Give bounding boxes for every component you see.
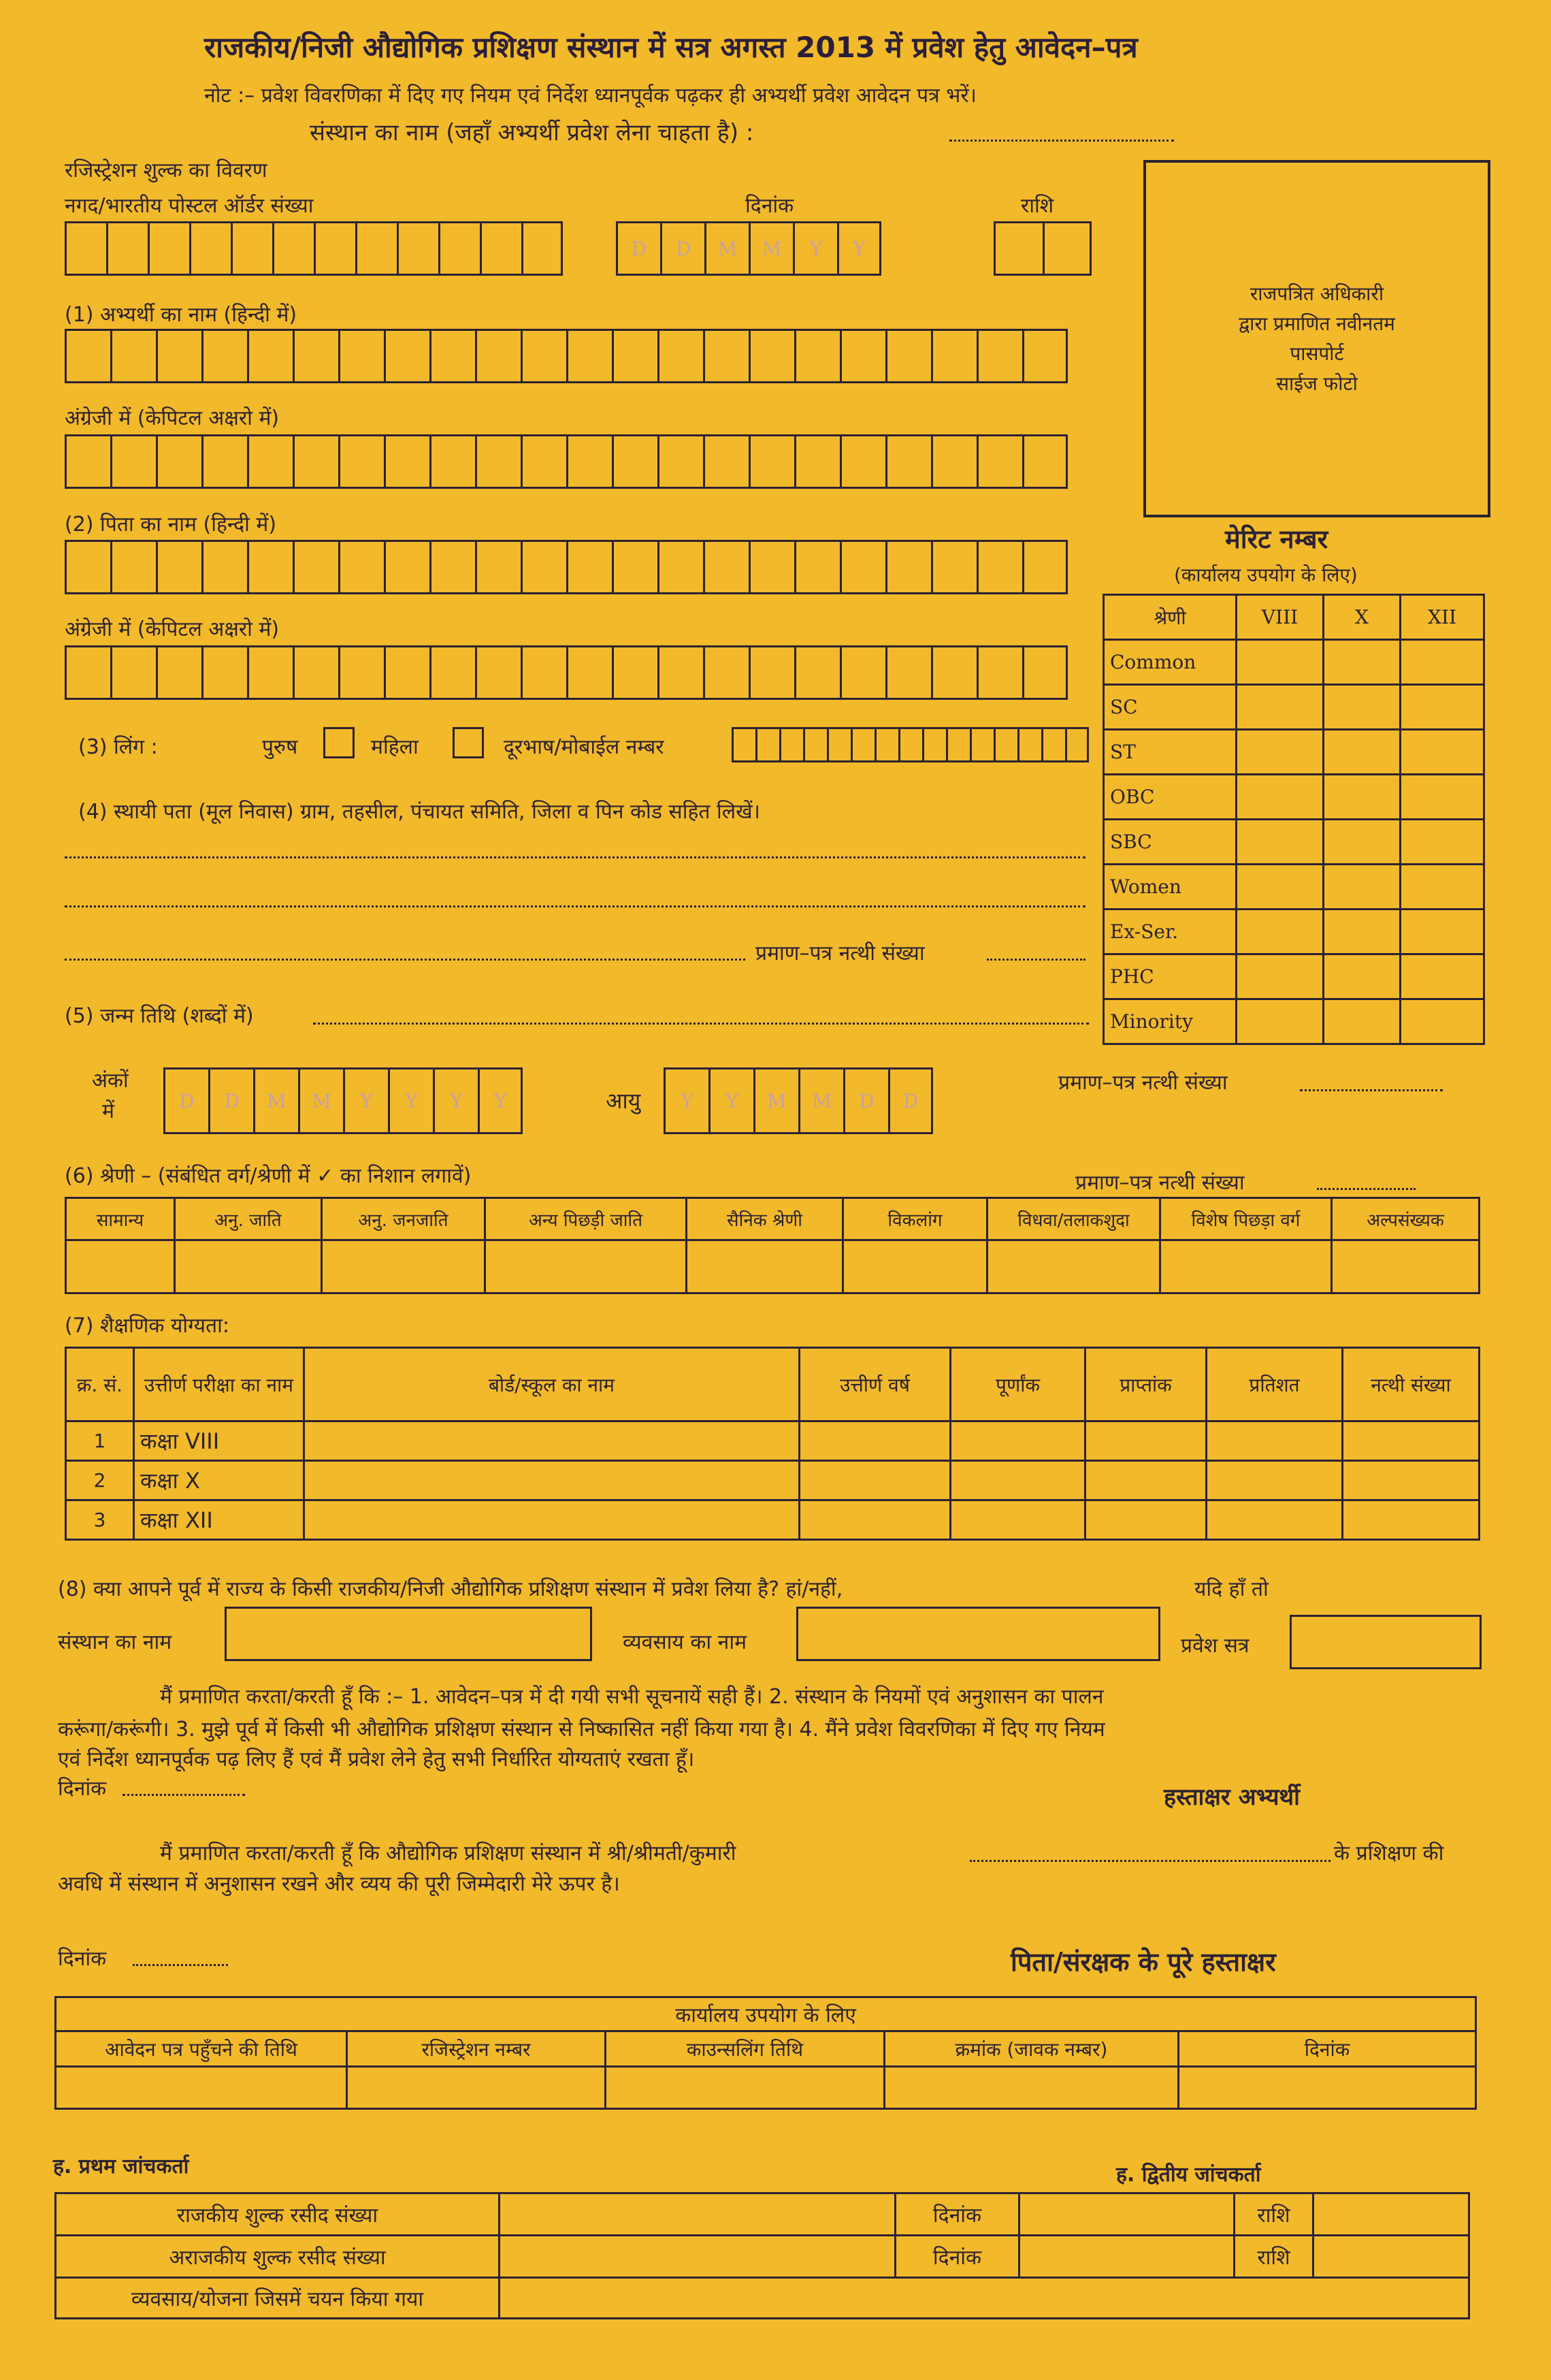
- dob-digits-label-2: में: [102, 1099, 114, 1123]
- phone-label: दूरभाष/मोबाईल नम्बर: [504, 735, 664, 759]
- previous-trade-input[interactable]: [796, 1607, 1160, 1661]
- merit-subtitle: (कार्यालय उपयोग के लिए): [1174, 564, 1358, 586]
- guardian-signature-label: पिता/संरक्षक के पूरे हस्ताक्षर: [1011, 1947, 1276, 1977]
- previous-institute-input[interactable]: [225, 1607, 592, 1661]
- name-english-boxes[interactable]: [65, 434, 1068, 489]
- father-english-label: अंग्रेजी में (केपिटल अक्षरो में): [65, 617, 280, 641]
- institute-name-label: संस्थान का नाम (जहाँ अभ्यर्थी प्रवेश लेना चाहता है) :: [310, 119, 754, 146]
- address-certificate-field[interactable]: [987, 959, 1085, 961]
- dob-digit-boxes[interactable]: D D M M Y Y Y Y: [163, 1067, 523, 1134]
- guardian-name-field[interactable]: [970, 1860, 1330, 1862]
- father-hindi-boxes[interactable]: [65, 540, 1068, 594]
- registration-date-label: दिनांक: [745, 194, 794, 218]
- address-line-3[interactable]: [65, 959, 745, 961]
- merit-title: मेरिट नम्बर: [1225, 524, 1328, 554]
- previous-institute-label: संस्थान का नाम: [58, 1630, 172, 1654]
- previous-session-input[interactable]: [1290, 1615, 1482, 1669]
- female-label: महिला: [371, 735, 419, 759]
- guardian-line-2: अवधि में संस्थान में अनुशासन रखने और व्यय की पूरी जिम्मेदारी मेरे ऊपर है।: [58, 1872, 620, 1896]
- gender-label: (3) लिंग :: [78, 735, 158, 759]
- dob-words-label: (5) जन्म तिथि (शब्दों में): [65, 1004, 254, 1028]
- father-hindi-label: (2) पिता का नाम (हिन्दी में): [65, 513, 277, 536]
- category-label: (6) श्रेणी – (संबंधित वर्ग/श्रेणी में ✓ का निशान लगावें): [65, 1164, 472, 1188]
- address-line-2[interactable]: [65, 905, 1085, 907]
- postal-order-label: नगद/भारतीय पोस्टल ऑर्डर संख्या: [65, 194, 314, 218]
- declaration-date-field[interactable]: [123, 1794, 245, 1796]
- registration-amount-label: राशि: [1021, 194, 1054, 218]
- first-checker-label: ह. प्रथम जांचकर्ता: [53, 2155, 189, 2178]
- registration-date-boxes[interactable]: D D M M Y Y: [616, 221, 881, 276]
- address-label: (4) स्थायी पता (मूल निवास) ग्राम, तहसील, पंचायत समिति, जिला व पिन कोड सहित लिखें।: [78, 800, 761, 824]
- name-hindi-label: (1) अभ्यर्थी का नाम (हिन्दी में): [65, 303, 297, 327]
- declaration-date-label: दिनांक: [58, 1777, 107, 1801]
- category-cell[interactable]: [687, 1240, 843, 1293]
- previous-if-yes: यदि हाँ तो: [1194, 1577, 1269, 1601]
- category-cell[interactable]: [1160, 1240, 1332, 1293]
- address-line-1[interactable]: [65, 856, 1085, 858]
- education-table: क्र. सं. उत्तीर्ण परीक्षा का नाम बोर्ड/स्कूल का नाम उत्तीर्ण वर्ष पूर्णांक प्राप्तांक प्रतिशत नत्थी संख्या 1 कक्षा VIII 2 कक्षा X 3 कक्षा XII: [65, 1347, 1480, 1541]
- form-title: राजकीय/निजी औद्योगिक प्रशिक्षण संस्थान में सत्र अगस्त 2013 में प्रवेश हेतु आवेदन–पत्र: [204, 31, 1138, 64]
- dob-certificate-field[interactable]: [1300, 1089, 1443, 1091]
- name-english-label: अंग्रेजी में (केपिटल अक्षरो में): [65, 406, 280, 430]
- age-label: आयु: [606, 1088, 641, 1114]
- declaration-line-2: करूंगा/करूंगी। 3. मुझे पूर्व में किसी भी औद्योगिक प्रशिक्षण संस्थान से निष्कासित नहीं किया गया है। 4. मैंने प्रवेश विवरणिका में दिए गए नियम: [58, 1718, 1105, 1741]
- registration-amount-boxes[interactable]: [994, 221, 1092, 276]
- previous-session-label: प्रवेश सत्र: [1181, 1634, 1250, 1658]
- category-cell[interactable]: [66, 1240, 175, 1293]
- category-cell[interactable]: [1332, 1240, 1480, 1293]
- male-checkbox[interactable]: [323, 727, 355, 758]
- dob-digits-label-1: अंकों: [92, 1069, 129, 1093]
- age-boxes[interactable]: Y Y M M D D: [664, 1067, 933, 1134]
- postal-order-boxes[interactable]: [65, 221, 563, 276]
- registration-heading: रजिस्ट्रेशन शुल्क का विवरण: [65, 159, 267, 182]
- fees-table: राजकीय शुल्क रसीद संख्या दिनांक राशि अराजकीय शुल्क रसीद संख्या दिनांक राशि व्यवसाय/योजना जिसमें चयन किया गया: [54, 2192, 1470, 2319]
- female-checkbox[interactable]: [453, 727, 484, 758]
- phone-boxes[interactable]: [732, 727, 1089, 762]
- category-certificate-field[interactable]: [1317, 1188, 1416, 1190]
- guardian-line-1: मैं प्रमाणित करता/करती हूँ कि औद्योगिक प्रशिक्षण संस्थान में श्री/श्रीमती/कुमारी: [160, 1842, 736, 1865]
- category-cell[interactable]: [987, 1240, 1160, 1293]
- category-certificate-label: प्रमाण–पत्र नत्थी संख्या: [1075, 1171, 1245, 1195]
- previous-question: (8) क्या आपने पूर्व में राज्य के किसी राजकीय/निजी औद्योगिक प्रशिक्षण संस्थान में प्रवेश लिया है? हां/नहीं,: [58, 1577, 843, 1601]
- institute-name-field[interactable]: [949, 140, 1174, 142]
- office-use-table: कार्यालय उपयोग के लिए आवेदन पत्र पहुँचने की तिथि रजिस्ट्रेशन नम्बर काउन्सलिंग तिथि क्रमांक (जावक नम्बर) दिनांक: [54, 1996, 1477, 2110]
- address-certificate-label: प्रमाण–पत्र नत्थी संख्या: [755, 942, 925, 965]
- guardian-date-label: दिनांक: [58, 1947, 107, 1971]
- male-label: पुरुष: [262, 735, 298, 759]
- previous-trade-label: व्यवसाय का नाम: [623, 1630, 747, 1654]
- merit-table: श्रेणी VIII X XII Common SC ST OBC SBC Women Ex-Ser. PHC Minority: [1103, 594, 1485, 1045]
- education-label: (7) शैक्षणिक योग्यता:: [65, 1314, 229, 1338]
- photo-box: राजपत्रित अधिकारी द्वारा प्रमाणित नवीनतम पासपोर्ट साईज फोटो: [1143, 160, 1490, 517]
- form-note: नोट :– प्रवेश विवरणिका में दिए गए नियम एवं निर्देश ध्यानपूर्वक पढ़कर ही अभ्यर्थी प्रवेश आवेदन पत्र भरें।: [204, 84, 977, 108]
- guardian-date-field[interactable]: [133, 1964, 228, 1966]
- guardian-line-1-end: के प्रशिक्षण की: [1334, 1842, 1444, 1865]
- dob-words-field[interactable]: [313, 1023, 1089, 1025]
- category-cell[interactable]: [485, 1240, 687, 1293]
- category-cell[interactable]: [322, 1240, 485, 1293]
- category-table: सामान्य अनु. जाति अनु. जनजाति अन्य पिछड़ी जाति सैनिक श्रेणी विकलांग विधवा/तलाकशुदा विशेष पिछड़ा वर्ग अल्पसंख्यक: [65, 1197, 1480, 1294]
- category-cell[interactable]: [843, 1240, 987, 1293]
- dob-certificate-label: प्रमाण–पत्र नत्थी संख्या: [1058, 1071, 1228, 1095]
- declaration-line-3: एवं निर्देश ध्यानपूर्वक पढ़ लिए हैं एवं मैं प्रवेश लेने हेतु सभी निर्धारित योग्यताएं रखता हूँ।: [58, 1748, 695, 1771]
- category-cell[interactable]: [175, 1240, 322, 1293]
- declaration-line-1: मैं प्रमाणित करता/करती हूँ कि :– 1. आवेदन–पत्र में दी गयी सभी सूचनायें सही हैं। 2. संस्थान के नियमों एवं अनुशासन का पालन: [160, 1685, 1104, 1709]
- name-hindi-boxes[interactable]: [65, 329, 1068, 383]
- second-checker-label: ह. द्वितीय जांचकर्ता: [1116, 2163, 1261, 2187]
- father-english-boxes[interactable]: [65, 645, 1068, 700]
- candidate-signature-label: हस्ताक्षर अभ्यर्थी: [1164, 1784, 1300, 1811]
